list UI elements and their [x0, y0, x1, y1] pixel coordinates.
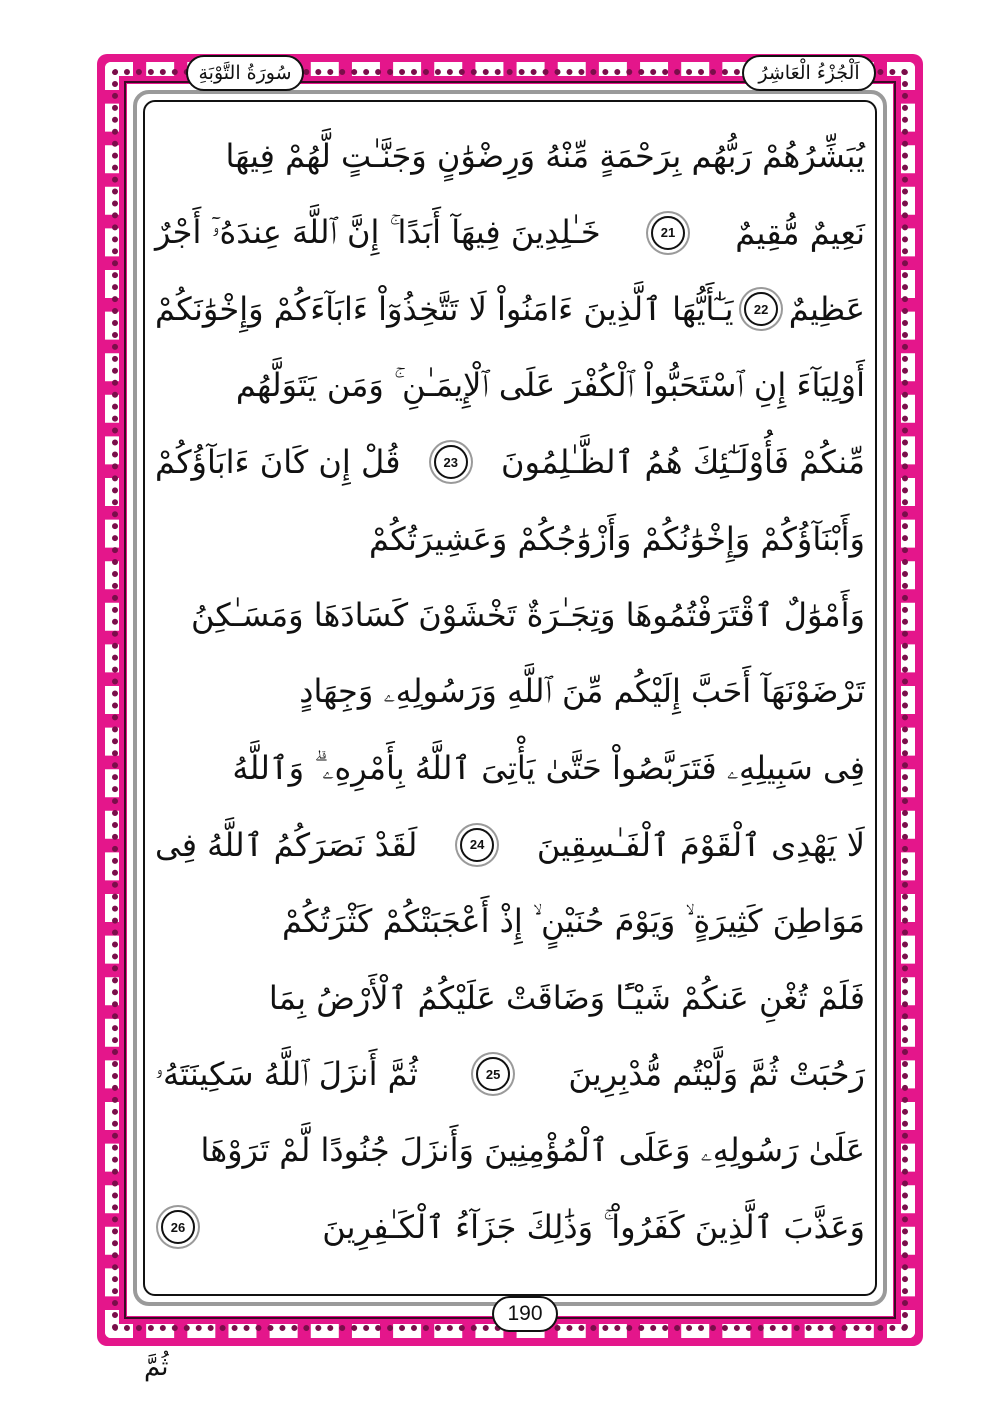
text-line — [155, 195, 865, 272]
verse-text: وَأَبْنَآؤُكُمْ وَإِخْوَٰنُكُمْ وَأَزْوَٰجُكُمْ وَعَشِيرَتُكُمْ — [369, 519, 865, 558]
verse-text: فَلَمْ تُغْنِ عَنكُمْ شَيْـًٔا وَضَاقَتْ عَلَيْكُمُ ٱلْأَرْضُ بِمَا — [268, 978, 865, 1017]
verse-text: لَا يَهْدِى ٱلْقَوْمَ ٱلْفَـٰسِقِينَ — [536, 825, 865, 864]
verse-text: قُلْ إِن كَانَ ءَابَآؤُكُمْ — [155, 443, 401, 482]
text-line — [155, 118, 865, 195]
text-line — [155, 1189, 865, 1266]
quran-text — [155, 118, 865, 1266]
ayah-number-marker: 21 — [651, 216, 685, 250]
verse-text: لَقَدْ نَصَرَكُمُ ٱللَّهُ فِى — [155, 825, 418, 864]
text-line — [155, 883, 865, 960]
verse-text: رَحُبَتْ ثُمَّ وَلَّيْتُم مُّدْبِرِينَ — [568, 1055, 865, 1094]
surah-name-label: سُورَةُ التَّوْبَةِ — [186, 55, 304, 91]
page-number: 190 — [492, 1296, 558, 1332]
verse-text: يَـٰٓأَيُّهَا ٱلَّذِينَ ءَامَنُواْ لَا تَتَّخِذُوٓاْ ءَابَآءَكُمْ وَإِخْوَٰنَكُمْ — [155, 290, 734, 329]
verse-text: وَأَمْوَٰلٌ ٱقْتَرَفْتُمُوهَا وَتِجَـٰرَةٌ تَخْشَوْنَ كَسَادَهَا وَمَسَـٰكِنُ — [191, 596, 865, 635]
text-line — [155, 730, 865, 807]
verse-text: أَوْلِيَآءَ إِنِ ٱسْتَحَبُّواْ ٱلْكُفْرَ عَلَى ٱلْإِيمَـٰنِ ۚ وَمَن يَتَوَلَّهُم — [235, 366, 865, 405]
verse-text: عَلَىٰ رَسُولِهِۦ وَعَلَى ٱلْمُؤْمِنِينَ وَأَنزَلَ جُنُودًا لَّمْ تَرَوْهَا — [200, 1131, 865, 1170]
ayah-number-marker: 24 — [460, 828, 494, 862]
verse-text: مَوَاطِنَ كَثِيرَةٍ ۙ وَيَوْمَ حُنَيْنٍ ۙ إِذْ أَعْجَبَتْكُمْ كَثْرَتُكُمْ — [281, 901, 865, 940]
verse-text: عَظِيمٌ — [788, 290, 865, 329]
juz-label: اَلْجُزْءُ الْعَاشِرُ — [742, 55, 876, 91]
text-line — [155, 960, 865, 1037]
verse-text: نَعِيمٌ مُّقِيمٌ — [735, 213, 865, 252]
text-line — [155, 1113, 865, 1190]
ayah-number-marker: 22 — [744, 292, 778, 326]
verse-text: ثُمَّ أَنزَلَ ٱللَّهُ سَكِينَتَهُۥ — [155, 1054, 418, 1093]
text-line — [155, 348, 865, 425]
verse-text: يُبَشِّرُهُمْ رَبُّهُم بِرَحْمَةٍ مِّنْهُ وَرِضْوَٰنٍ وَجَنَّـٰتٍ لَّهُمْ فِيهَا — [225, 137, 865, 176]
verse-text: خَـٰلِدِينَ فِيهَآ أَبَدًا ۚ إِنَّ ٱللَّهَ عِندَهُۥٓ أَجْرٌ — [155, 213, 601, 252]
verse-text: فِى سَبِيلِهِۦ فَتَرَبَّصُواْ حَتَّىٰ يَأْتِىَ ٱللَّهُ بِأَمْرِهِۦ ۗ وَٱللَّهُ — [232, 748, 865, 787]
ayah-number-marker: 26 — [161, 1210, 195, 1244]
verse-text: مِّنكُمْ فَأُوْلَـٰٓئِكَ هُمُ ٱلظَّـٰلِمُونَ — [501, 443, 865, 482]
ayah-number-marker: 25 — [476, 1057, 510, 1091]
ayah-number-marker: 23 — [434, 445, 468, 479]
text-line — [155, 807, 865, 884]
verse-text: تَرْضَوْنَهَآ أَحَبَّ إِلَيْكُم مِّنَ ٱللَّهِ وَرَسُولِهِۦ وَجِهَادٍ — [299, 672, 865, 711]
catchword: ثُمَّ — [144, 1352, 169, 1382]
text-line — [155, 271, 865, 348]
text-line — [155, 577, 865, 654]
text-line — [155, 424, 865, 501]
text-line — [155, 501, 865, 578]
text-line — [155, 654, 865, 731]
verse-text: وَعَذَّبَ ٱلَّذِينَ كَفَرُواْ ۚ وَذَٰلِكَ جَزَآءُ ٱلْكَـٰفِرِينَ — [322, 1207, 865, 1246]
text-line — [155, 1036, 865, 1113]
